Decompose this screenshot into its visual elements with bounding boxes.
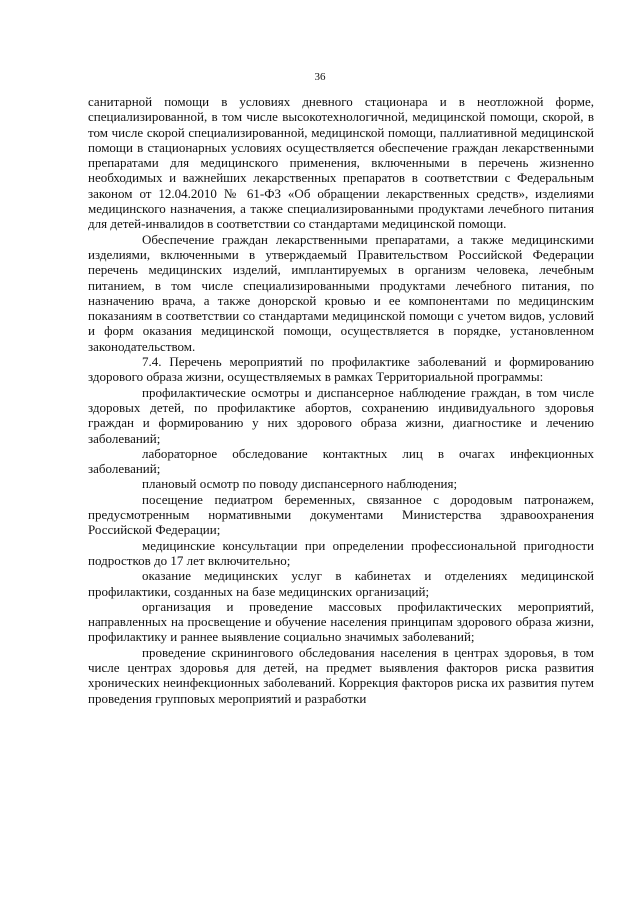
document-body xyxy=(88,94,594,706)
paragraph-2: Обеспечение граждан лекарственными препаратами, а также медицинскими изделиями, включенными в утверждаемый Правительством Российской Федерации перечень медицинских изделий, имплантируемых в организм человека, лечебным питанием, в том числе специализированными продуктами лечебного питания, по назначению врача, а также донорской кровью и ее компонентами по медицинским показаниям в соответствии со стандартами медицинской помощи с учетом видов, условий и форм оказания медицинской помощи, осуществляется в порядке, установленном законодательством. xyxy=(88,231,594,354)
paragraph-5: лабораторное обследование контактных лиц в очагах инфекционных заболеваний; xyxy=(88,445,594,477)
page-number: 36 xyxy=(314,71,326,83)
paragraph-1: санитарной помощи в условиях дневного стационара и в неотложной форме, специализированной, в том числе высокотехнологичной, медицинской помощи, скорой, в том числе скорой специализированной, медицинской помощи, паллиативной медицинской помощи в стационарных условиях осуществляется обеспечение граждан лекарственными препаратами для медицинского применения, включенными в перечень жизненно необходимых и важнейших лекарственных препаратов в соответствии с Федеральным законом от 12.04.2010 № 61-ФЗ «Об обращении лекарственных средств», изделиями медицинского назначения, а также специализированными продуктами лечебного питания для детей-инвалидов в соответствии со стандартами медицинской помощи. xyxy=(88,94,594,232)
paragraph-10: организация и проведение массовых профилактических мероприятий, направленных на просвещение и обучение населения принципам здорового образа жизни, профилактику и раннее выявление социально значимых заболеваний; xyxy=(88,598,594,645)
paragraph-9: оказание медицинских услуг в кабинетах и отделениях медицинской профилактики, созданных на базе медицинских организаций; xyxy=(88,568,594,599)
paragraph-8: медицинские консультации при определении профессиональной пригодности подростков до 17 лет включительно; xyxy=(88,537,594,568)
paragraph-11: проведение скринингового обследования населения в центрах здоровья, в том числе центрах здоровья для детей, на предмет выявления факторов риска развития хронических неинфекционных заболеваний. Коррекция факторов риска их развития путем проведения групповых мероприятий и разработки xyxy=(88,644,594,706)
paragraph-4: профилактические осмотры и диспансерное наблюдение граждан, в том числе здоровых детей, по профилактике абортов, сохранению индивидуального здоровья граждан и формированию у них здорового образа жизни, диагностике и лечению заболеваний; xyxy=(88,384,594,446)
paragraph-6: плановый осмотр по поводу диспансерного наблюдения; xyxy=(142,476,458,492)
paragraph-7: посещение педиатром беременных, связанное с дородовым патронажем, предусмотренным нормативными документами Министерства здравоохранения Российской Федерации; xyxy=(88,491,594,538)
paragraph-3: 7.4. Перечень мероприятий по профилактике заболеваний и формированию здорового образа жизни, осуществляемых в рамках Территориальной программы: xyxy=(88,354,594,385)
